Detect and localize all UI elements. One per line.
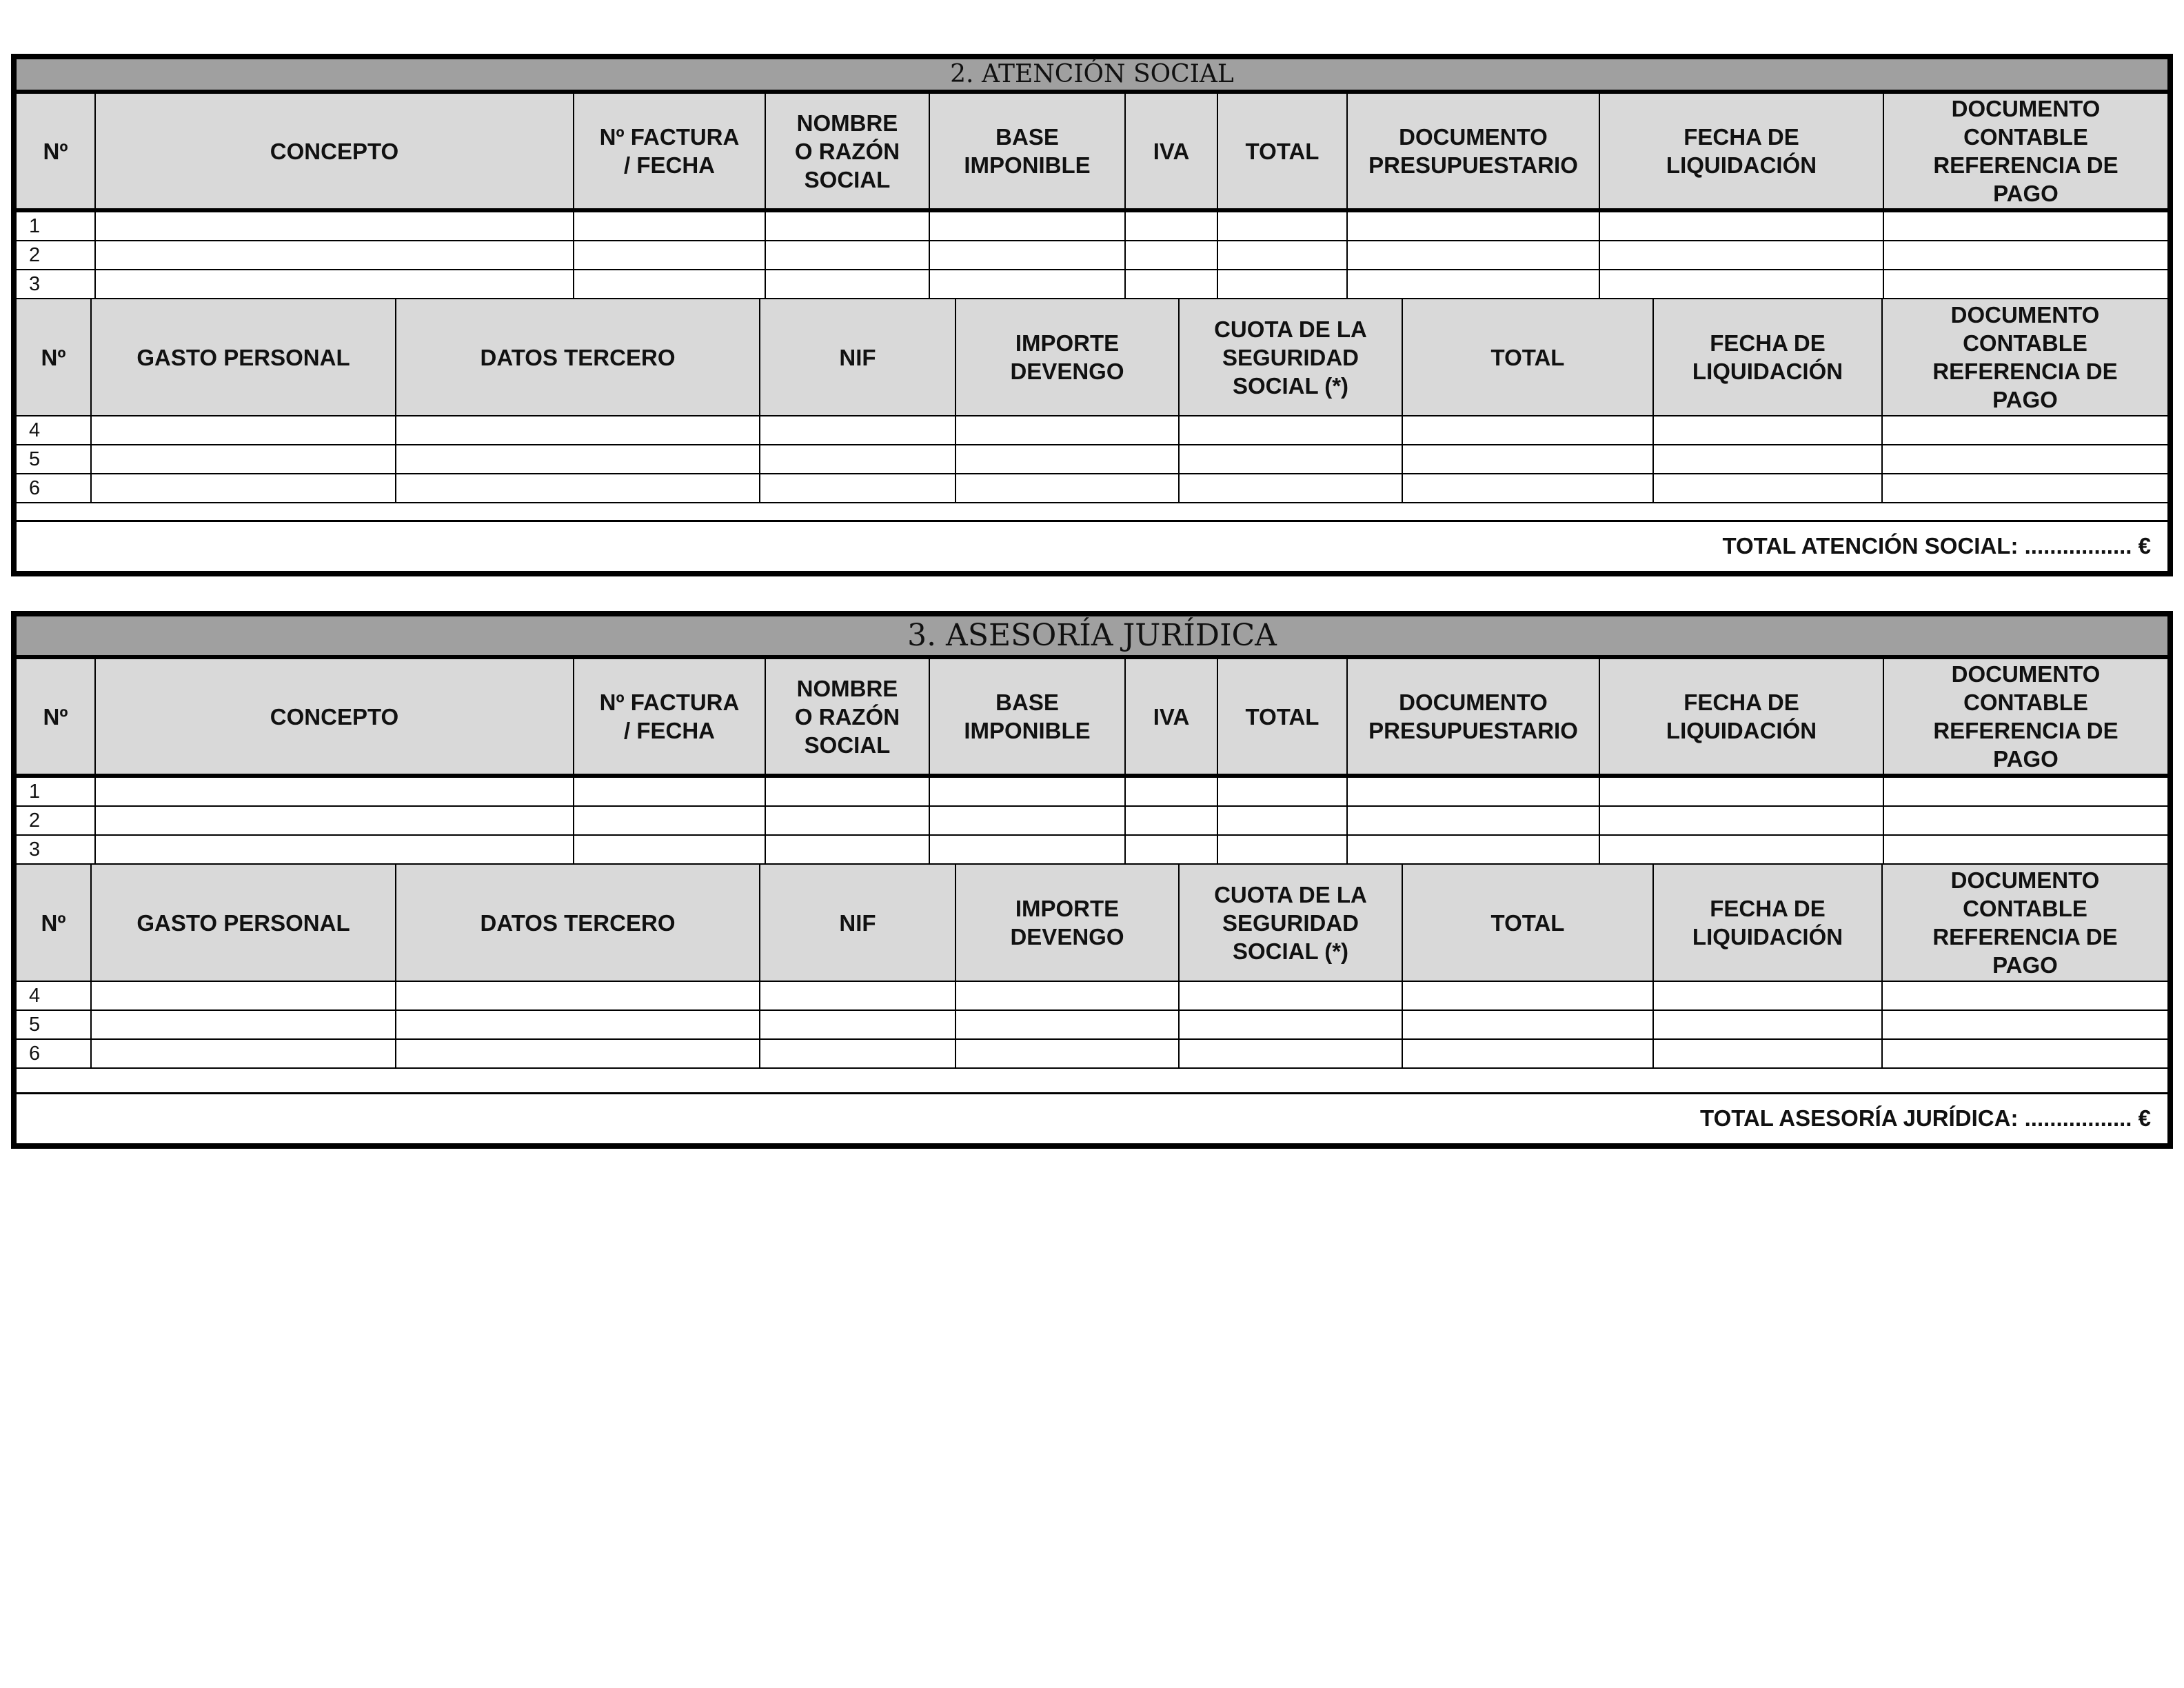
cell-concepto[interactable] (95, 210, 574, 241)
cell-total[interactable] (1402, 1010, 1653, 1039)
header-numero: Nº (17, 94, 95, 210)
cell-total[interactable] (1217, 806, 1347, 835)
row-number: 3 (17, 835, 95, 864)
cell-factura-fecha[interactable] (574, 835, 765, 864)
cell-iva[interactable] (1125, 241, 1217, 270)
cell-nif[interactable] (760, 1039, 956, 1068)
cell-doc-presupuestario[interactable] (1347, 806, 1599, 835)
cell-concepto[interactable] (95, 241, 574, 270)
cell-doc-presupuestario[interactable] (1347, 270, 1599, 299)
cell-doc-contable[interactable] (1883, 241, 2167, 270)
cell-nif[interactable] (760, 445, 956, 474)
row-number: 3 (17, 270, 95, 299)
cell-doc-contable[interactable] (1883, 806, 2167, 835)
cell-concepto[interactable] (95, 776, 574, 806)
cell-fecha-liquidacion[interactable] (1599, 835, 1883, 864)
cell-doc-contable[interactable] (1883, 270, 2167, 299)
cell-fecha-liquidacion[interactable] (1599, 806, 1883, 835)
row-number: 2 (17, 241, 95, 270)
cell-cuota-ss[interactable] (1179, 981, 1402, 1010)
cell-datos-tercero[interactable] (396, 981, 760, 1010)
cell-doc-presupuestario[interactable] (1347, 835, 1599, 864)
header-documento-contable: DOCUMENTO CONTABLE REFERENCIA DE PAGO (1883, 94, 2167, 210)
table-row (17, 1010, 2167, 1039)
cell-doc-contable[interactable] (1882, 1010, 2167, 1039)
header-nombre-razon-social: NOMBRE O RAZÓN SOCIAL (765, 94, 929, 210)
cell-gasto-personal[interactable] (91, 416, 396, 445)
header-total: TOTAL (1402, 865, 1653, 981)
cell-concepto[interactable] (95, 835, 574, 864)
table-row (17, 776, 2167, 806)
invoice-header-row (17, 94, 2167, 210)
header-datos-tercero: DATOS TERCERO (396, 299, 760, 416)
header-iva: IVA (1125, 659, 1217, 776)
section-asesoria-juridica (11, 611, 2173, 1149)
cell-datos-tercero[interactable] (396, 1039, 760, 1068)
cell-fecha-liquidacion[interactable] (1599, 210, 1883, 241)
header-cuota-seguridad-social: CUOTA DE LA SEGURIDAD SOCIAL (*) (1179, 299, 1402, 416)
cell-doc-presupuestario[interactable] (1347, 210, 1599, 241)
cell-doc-contable[interactable] (1883, 776, 2167, 806)
section-title: 2. ATENCIÓN SOCIAL (17, 59, 2167, 94)
header-gasto-personal: GASTO PERSONAL (91, 865, 396, 981)
cell-importe-devengo[interactable] (956, 1010, 1179, 1039)
header-numero: Nº (17, 865, 91, 981)
header-numero: Nº (17, 659, 95, 776)
cell-datos-tercero[interactable] (396, 474, 760, 503)
cell-total[interactable] (1217, 210, 1347, 241)
section-atencion-social (11, 54, 2173, 576)
cell-total[interactable] (1402, 445, 1653, 474)
row-number: 6 (17, 1039, 91, 1068)
header-concepto: CONCEPTO (95, 659, 574, 776)
header-documento-presupuestario: DOCUMENTO PRESUPUESTARIO (1347, 659, 1599, 776)
cell-doc-contable[interactable] (1882, 1039, 2167, 1068)
table-row (17, 806, 2167, 835)
header-fecha-liquidacion: FECHA DE LIQUIDACIÓN (1599, 94, 1883, 210)
cell-importe-devengo[interactable] (956, 981, 1179, 1010)
row-number: 5 (17, 445, 91, 474)
row-number: 4 (17, 416, 91, 445)
cell-total[interactable] (1217, 270, 1347, 299)
cell-cuota-ss[interactable] (1179, 1010, 1402, 1039)
row-number: 4 (17, 981, 91, 1010)
cell-doc-presupuestario[interactable] (1347, 776, 1599, 806)
cell-doc-contable[interactable] (1882, 474, 2167, 503)
cell-datos-tercero[interactable] (396, 1010, 760, 1039)
cell-base[interactable] (929, 241, 1125, 270)
cell-total[interactable] (1402, 981, 1653, 1010)
header-documento-contable: DOCUMENTO CONTABLE REFERENCIA DE PAGO (1883, 659, 2167, 776)
table-row (17, 270, 2167, 299)
header-importe-devengo: IMPORTE DEVENGO (956, 299, 1179, 416)
cell-base[interactable] (929, 270, 1125, 299)
cell-factura-fecha[interactable] (574, 210, 765, 241)
cell-nombre[interactable] (765, 241, 929, 270)
header-total: TOTAL (1217, 659, 1347, 776)
cell-fecha-liquidacion[interactable] (1599, 241, 1883, 270)
header-nif: NIF (760, 299, 956, 416)
cell-doc-contable[interactable] (1882, 981, 2167, 1010)
cell-fecha-liquidacion[interactable] (1653, 981, 1882, 1010)
cell-cuota-ss[interactable] (1179, 474, 1402, 503)
cell-factura-fecha[interactable] (574, 270, 765, 299)
row-number: 5 (17, 1010, 91, 1039)
staff-table (17, 865, 2167, 1069)
header-concepto: CONCEPTO (95, 94, 574, 210)
cell-importe-devengo[interactable] (956, 474, 1179, 503)
table-row (17, 835, 2167, 864)
header-fecha-liquidacion: FECHA DE LIQUIDACIÓN (1653, 865, 1882, 981)
cell-importe-devengo[interactable] (956, 416, 1179, 445)
cell-cuota-ss[interactable] (1179, 445, 1402, 474)
header-documento-contable: DOCUMENTO CONTABLE REFERENCIA DE PAGO (1882, 865, 2167, 981)
cell-iva[interactable] (1125, 270, 1217, 299)
cell-base[interactable] (929, 806, 1125, 835)
table-row (17, 416, 2167, 445)
header-base-imponible: BASE IMPONIBLE (929, 94, 1125, 210)
cell-nombre[interactable] (765, 806, 929, 835)
header-numero: Nº (17, 299, 91, 416)
header-documento-presupuestario: DOCUMENTO PRESUPUESTARIO (1347, 94, 1599, 210)
section-total: TOTAL ATENCIÓN SOCIAL: ................. € (17, 520, 2167, 571)
cell-doc-contable[interactable] (1883, 210, 2167, 241)
cell-factura-fecha[interactable] (574, 806, 765, 835)
cell-base[interactable] (929, 776, 1125, 806)
header-iva: IVA (1125, 94, 1217, 210)
cell-total[interactable] (1402, 1039, 1653, 1068)
cell-importe-devengo[interactable] (956, 1039, 1179, 1068)
row-number: 1 (17, 776, 95, 806)
cell-nif[interactable] (760, 1010, 956, 1039)
cell-gasto-personal[interactable] (91, 474, 396, 503)
cell-cuota-ss[interactable] (1179, 1039, 1402, 1068)
cell-fecha-liquidacion[interactable] (1653, 1039, 1882, 1068)
cell-nif[interactable] (760, 474, 956, 503)
cell-factura-fecha[interactable] (574, 241, 765, 270)
table-row (17, 210, 2167, 241)
cell-iva[interactable] (1125, 806, 1217, 835)
header-fecha-liquidacion: FECHA DE LIQUIDACIÓN (1653, 299, 1882, 416)
table-row (17, 981, 2167, 1010)
section-title: 3. ASESORÍA JURÍDICA (17, 616, 2167, 659)
header-documento-contable: DOCUMENTO CONTABLE REFERENCIA DE PAGO (1882, 299, 2167, 416)
table-row (17, 445, 2167, 474)
header-fecha-liquidacion: FECHA DE LIQUIDACIÓN (1599, 659, 1883, 776)
cell-gasto-personal[interactable] (91, 1039, 396, 1068)
cell-datos-tercero[interactable] (396, 416, 760, 445)
header-factura-fecha: Nº FACTURA / FECHA (574, 94, 765, 210)
row-number: 1 (17, 210, 95, 241)
header-importe-devengo: IMPORTE DEVENGO (956, 865, 1179, 981)
table-row (17, 1039, 2167, 1068)
cell-importe-devengo[interactable] (956, 445, 1179, 474)
cell-concepto[interactable] (95, 270, 574, 299)
staff-header-row (17, 299, 2167, 416)
header-datos-tercero: DATOS TERCERO (396, 865, 760, 981)
cell-total[interactable] (1402, 474, 1653, 503)
cell-total[interactable] (1217, 835, 1347, 864)
cell-iva[interactable] (1125, 210, 1217, 241)
cell-fecha-liquidacion[interactable] (1599, 776, 1883, 806)
cell-nombre[interactable] (765, 776, 929, 806)
cell-nombre[interactable] (765, 835, 929, 864)
invoice-header-row (17, 659, 2167, 776)
cell-gasto-personal[interactable] (91, 445, 396, 474)
section-total: TOTAL ASESORÍA JURÍDICA: ................. € (17, 1092, 2167, 1143)
cell-factura-fecha[interactable] (574, 776, 765, 806)
cell-total[interactable] (1402, 416, 1653, 445)
cell-doc-contable[interactable] (1882, 416, 2167, 445)
cell-nif[interactable] (760, 416, 956, 445)
header-cuota-seguridad-social: CUOTA DE LA SEGURIDAD SOCIAL (*) (1179, 865, 1402, 981)
cell-doc-contable[interactable] (1883, 835, 2167, 864)
staff-table (17, 299, 2167, 503)
cell-fecha-liquidacion[interactable] (1653, 416, 1882, 445)
invoice-table (17, 659, 2167, 865)
cell-fecha-liquidacion[interactable] (1653, 1010, 1882, 1039)
header-factura-fecha: Nº FACTURA / FECHA (574, 659, 765, 776)
cell-doc-contable[interactable] (1882, 445, 2167, 474)
invoice-table (17, 94, 2167, 299)
header-total: TOTAL (1217, 94, 1347, 210)
header-total: TOTAL (1402, 299, 1653, 416)
table-row (17, 474, 2167, 503)
cell-total[interactable] (1217, 776, 1347, 806)
header-base-imponible: BASE IMPONIBLE (929, 659, 1125, 776)
header-gasto-personal: GASTO PERSONAL (91, 299, 396, 416)
cell-fecha-liquidacion[interactable] (1653, 474, 1882, 503)
cell-datos-tercero[interactable] (396, 445, 760, 474)
cell-fecha-liquidacion[interactable] (1599, 270, 1883, 299)
cell-fecha-liquidacion[interactable] (1653, 445, 1882, 474)
row-number: 6 (17, 474, 91, 503)
staff-header-row (17, 865, 2167, 981)
cell-concepto[interactable] (95, 806, 574, 835)
row-number: 2 (17, 806, 95, 835)
header-nif: NIF (760, 865, 956, 981)
table-row (17, 241, 2167, 270)
header-nombre-razon-social: NOMBRE O RAZÓN SOCIAL (765, 659, 929, 776)
cell-nif[interactable] (760, 981, 956, 1010)
cell-base[interactable] (929, 210, 1125, 241)
cell-iva[interactable] (1125, 776, 1217, 806)
cell-gasto-personal[interactable] (91, 981, 396, 1010)
cell-nombre[interactable] (765, 270, 929, 299)
cell-total[interactable] (1217, 241, 1347, 270)
cell-nombre[interactable] (765, 210, 929, 241)
cell-gasto-personal[interactable] (91, 1010, 396, 1039)
cell-doc-presupuestario[interactable] (1347, 241, 1599, 270)
cell-base[interactable] (929, 835, 1125, 864)
cell-cuota-ss[interactable] (1179, 416, 1402, 445)
cell-iva[interactable] (1125, 835, 1217, 864)
